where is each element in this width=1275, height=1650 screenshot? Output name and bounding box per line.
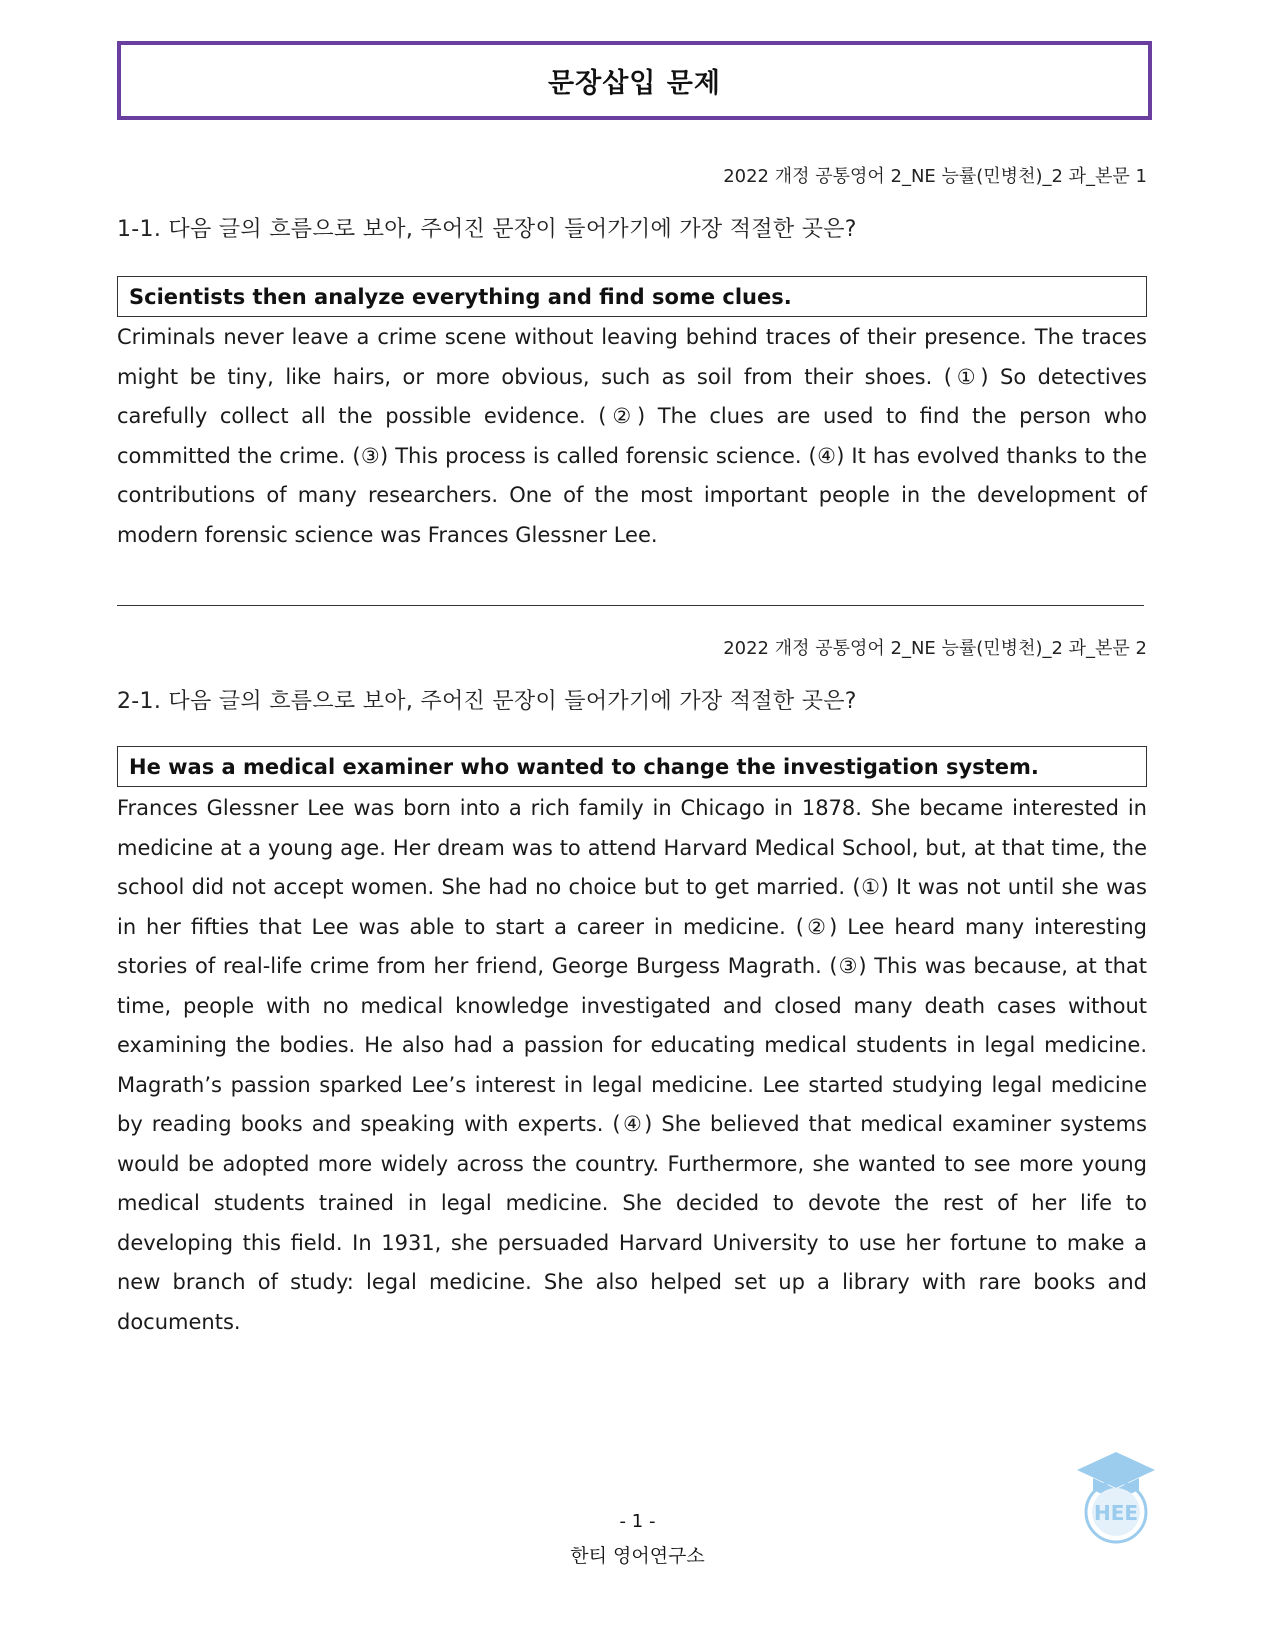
title-box <box>117 41 1152 120</box>
page-number: - 1 - <box>619 1511 656 1532</box>
section-divider <box>117 605 1144 606</box>
institute-name: 한티 영어연구소 <box>570 1545 705 1567</box>
given-sentence-2: He was a medical examiner who wanted to change the investigation system. <box>129 754 1039 779</box>
given-sentence-box-1 <box>117 276 1147 317</box>
question-2: 2-1. 다음 글의 흐름으로 보아, 주어진 문장이 들어가기에 가장 적절한 곳은? <box>117 689 857 714</box>
passage-2: Frances Glessner Lee was born into a rich family in Chicago in 1878. She became interested in medicine at a young age. Her dream was to attend Harvard Medical School, but, at that time, the school did not accept women. She had no choice but to get married. (①) It was not until she was in her fifties that Lee was able to start a career in medicine. (②) Lee heard many interesting stories of real-life crime from her friend, George Burgess Magrath. (③) This was because, at that time, people with no medical knowledge investigated and closed many death cases without examining the bodies. He also had a passion for educating medical students in legal medicine. Magrath’s passion sparked Lee’s interest in legal medicine. Lee started studying legal medicine by reading books and speaking with experts. (④) She believed that medical examiner systems would be adopted more widely across the country. Furthermore, she wanted to see more young medical students trained in legal medicine. She decided to devote the rest of her life to developing this field. In 1931, she persuaded Harvard University to use her fortune to make a new branch of study: legal medicine. She also helped set up a library with rare books and documents. <box>117 796 1147 1334</box>
given-sentence-box-2 <box>117 746 1147 787</box>
logo-text: HEE <box>1093 1501 1139 1525</box>
graduation-cap-logo-icon <box>1075 1450 1157 1545</box>
given-sentence-1: Scientists then analyze everything and find some clues. <box>129 284 792 309</box>
question-1: 1-1. 다음 글의 흐름으로 보아, 주어진 문장이 들어가기에 가장 적절한 곳은? <box>117 217 857 242</box>
source-label-1: 2022 개정 공통영어 2_NE 능률(민병천)_2 과_본문 1 <box>723 166 1147 187</box>
source-label-2: 2022 개정 공통영어 2_NE 능률(민병천)_2 과_본문 2 <box>723 638 1147 659</box>
page-title: 문장삽입 문제 <box>548 68 721 99</box>
passage-1: Criminals never leave a crime scene without leaving behind traces of their presence. The traces might be tiny, like hairs, or more obvious, such as soil from their shoes. (①) So detectives carefully collect all the possible evidence. (②) The clues are used to find the person who committed the crime. (③) This process is called forensic science. (④) It has evolved thanks to the contributions of many researchers. One of the most important people in the development of modern forensic science was Frances Glessner Lee. <box>117 325 1147 547</box>
